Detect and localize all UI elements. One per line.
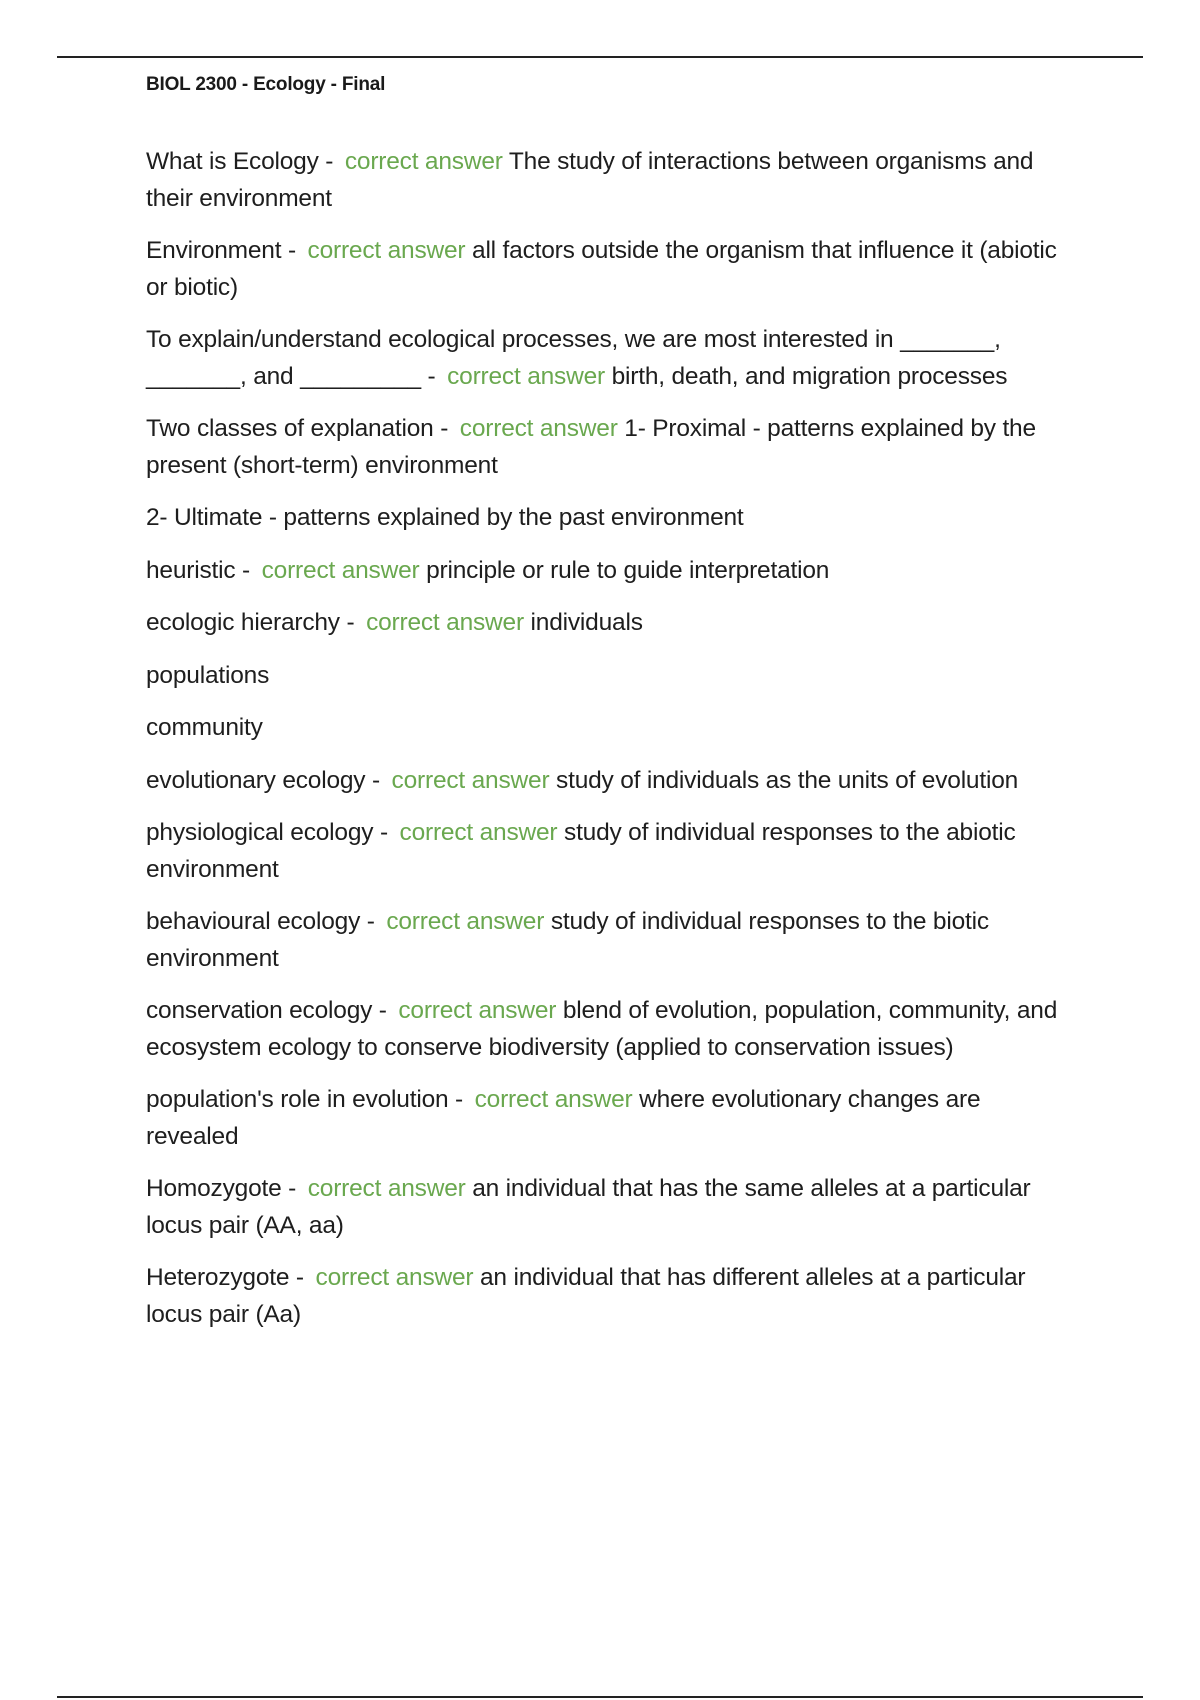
qa-entry: behavioural ecology - correct answer study of individual responses to the biotic environment [146,908,989,972]
continuation-line: community [146,714,263,741]
qa-entry: Environment - correct answer all factors outside the organism that influence it (abiotic or biotic) [146,237,1057,301]
entry-term: Homozygote [146,1175,282,1202]
qa-entry: heuristic - correct answer principle or rule to guide interpretation [146,556,830,584]
correct-answer-label: correct answer [391,766,550,794]
correct-answer-label: correct answer [447,362,605,390]
qa-entry: Two classes of explanation - correct answer 1- Proximal - patterns explained by the present (short-term) environment [146,415,1036,479]
qa-entry: physiological ecology - correct answer study of individual responses to the abiotic environment [146,819,1016,883]
correct-answer-label: correct answer [315,1264,474,1291]
qa-entry: population's role in evolution - correct answer where evolutionary changes are revealed [146,1086,981,1150]
entry-term: What is Ecology [146,148,319,175]
entry-term: Two classes of explanation [146,415,434,442]
qa-entry: What is Ecology - correct answer The study of interactions between organisms and their environment [146,148,1034,212]
bottom-rule [57,1696,1143,1698]
correct-answer-label: correct answer [261,556,420,584]
entry-term: physiological ecology [146,819,374,846]
continuation-line: populations [146,661,270,689]
document-title: BIOL 2300 - Ecology - Final [146,74,386,95]
correct-answer-label: correct answer [344,148,503,175]
qa-entry: Heterozygote - correct answer an individual that has different alleles at a particular locus pair (Aa) [146,1264,1026,1328]
entry-answer: principle or rule to guide interpretation [426,556,830,584]
correct-answer-label: correct answer [366,609,524,636]
entry-answer: study of individual responses to the abiotic environment [146,819,1016,883]
entry-term: Environment [146,237,282,264]
entry-term: evolutionary ecology [146,766,366,794]
entry-term: ecologic hierarchy [146,609,340,636]
correct-answer-label: correct answer [474,1086,633,1113]
entry-term: heuristic [146,556,236,584]
entry-answer: individuals [530,609,643,636]
correct-answer-label: correct answer [398,997,557,1024]
qa-entry: evolutionary ecology - correct answer study of individuals as the units of evolution [146,766,1019,794]
continuation-line: 2- Ultimate - patterns explained by the past environment [146,504,744,531]
entry-answer: 1- Proximal - patterns explained by the present (short-term) environment [146,415,1036,479]
correct-answer-label: correct answer [459,415,618,442]
qa-entry: Homozygote - correct answer an individual that has the same alleles at a particular locus pair (AA, aa) [146,1175,1031,1239]
entry-answer: study of individual responses to the biotic environment [146,908,989,972]
qa-entry: ecologic hierarchy - correct answer individuals [146,609,643,636]
entry-answer: The study of interactions between organisms and their environment [146,148,1034,212]
entry-answer: study of individuals as the units of evolution [556,766,1019,794]
entry-term: population's role in evolution [146,1086,449,1113]
correct-answer-label: correct answer [307,237,466,264]
entry-term: conservation ecology [146,997,373,1024]
correct-answer-label: correct answer [386,908,545,935]
qa-entry: conservation ecology - correct answer blend of evolution, population, community, and ecosystem ecology to conserve biodiversity (applied to conservation issues) [146,997,1058,1061]
entry-term: Heterozygote [146,1264,290,1291]
qa-entry: To explain/understand ecological processes, we are most interested in _______, _______, and _________ - correct answer birth, death, and migration processes [146,326,1008,390]
entry-answer: birth, death, and migration processes [611,362,1008,390]
correct-answer-label: correct answer [307,1175,466,1202]
flashcard-list [146,144,1076,1349]
entry-answer: all factors outside the organism that influence it (abiotic or biotic) [146,237,1057,301]
entry-answer: blend of evolution, population, community, and ecosystem ecology to conserve biodiversity (applied to conservation issues) [146,997,1058,1061]
correct-answer-label: correct answer [399,819,558,846]
top-rule [57,56,1143,58]
entry-term: To explain/understand ecological processes, we are most interested in _______, _______, and _________ [146,326,1001,390]
entry-term: behavioural ecology [146,908,361,935]
entry-answer: an individual that has different alleles at a particular locus pair (Aa) [146,1264,1026,1328]
entry-answer: where evolutionary changes are revealed [146,1086,981,1150]
entry-answer: an individual that has the same alleles at a particular locus pair (AA, aa) [146,1175,1031,1239]
